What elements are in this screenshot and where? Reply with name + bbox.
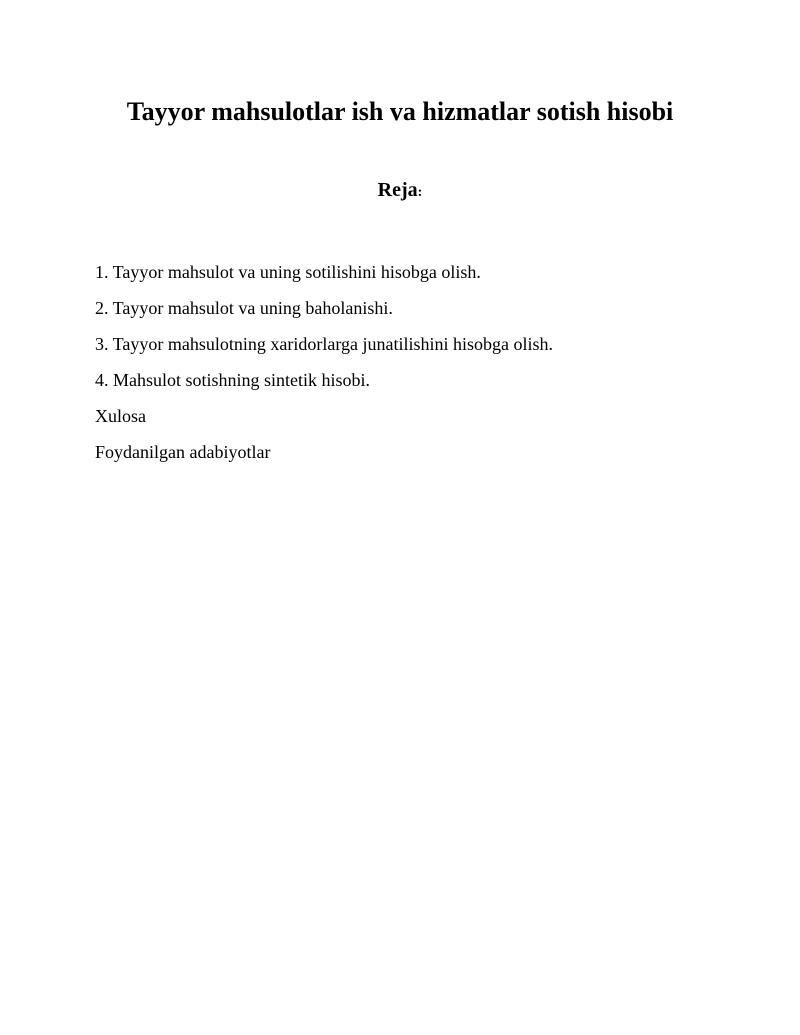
- plan-item: 1. Tayyor mahsulot va uning sotilishini hisobga olish.: [95, 262, 481, 282]
- conclusion-item: Xulosa: [95, 406, 146, 426]
- plan-heading-text: Reja: [377, 179, 418, 201]
- document-title: Tayyor mahsulotlar ish va hizmatlar sotish hisobi: [126, 97, 674, 126]
- references-item: Foydanilgan adabiyotlar: [95, 442, 271, 462]
- plan-item: 4. Mahsulot sotishning sintetik hisobi.: [95, 370, 371, 390]
- plan-list: [95, 259, 735, 475]
- plan-item: 2. Tayyor mahsulot va uning baholanishi.: [95, 298, 393, 318]
- plan-heading: [0, 177, 800, 206]
- plan-item: 3. Tayyor mahsulotning xaridorlarga junatilishini hisobga olish.: [95, 334, 554, 354]
- plan-heading-colon: :: [417, 185, 423, 200]
